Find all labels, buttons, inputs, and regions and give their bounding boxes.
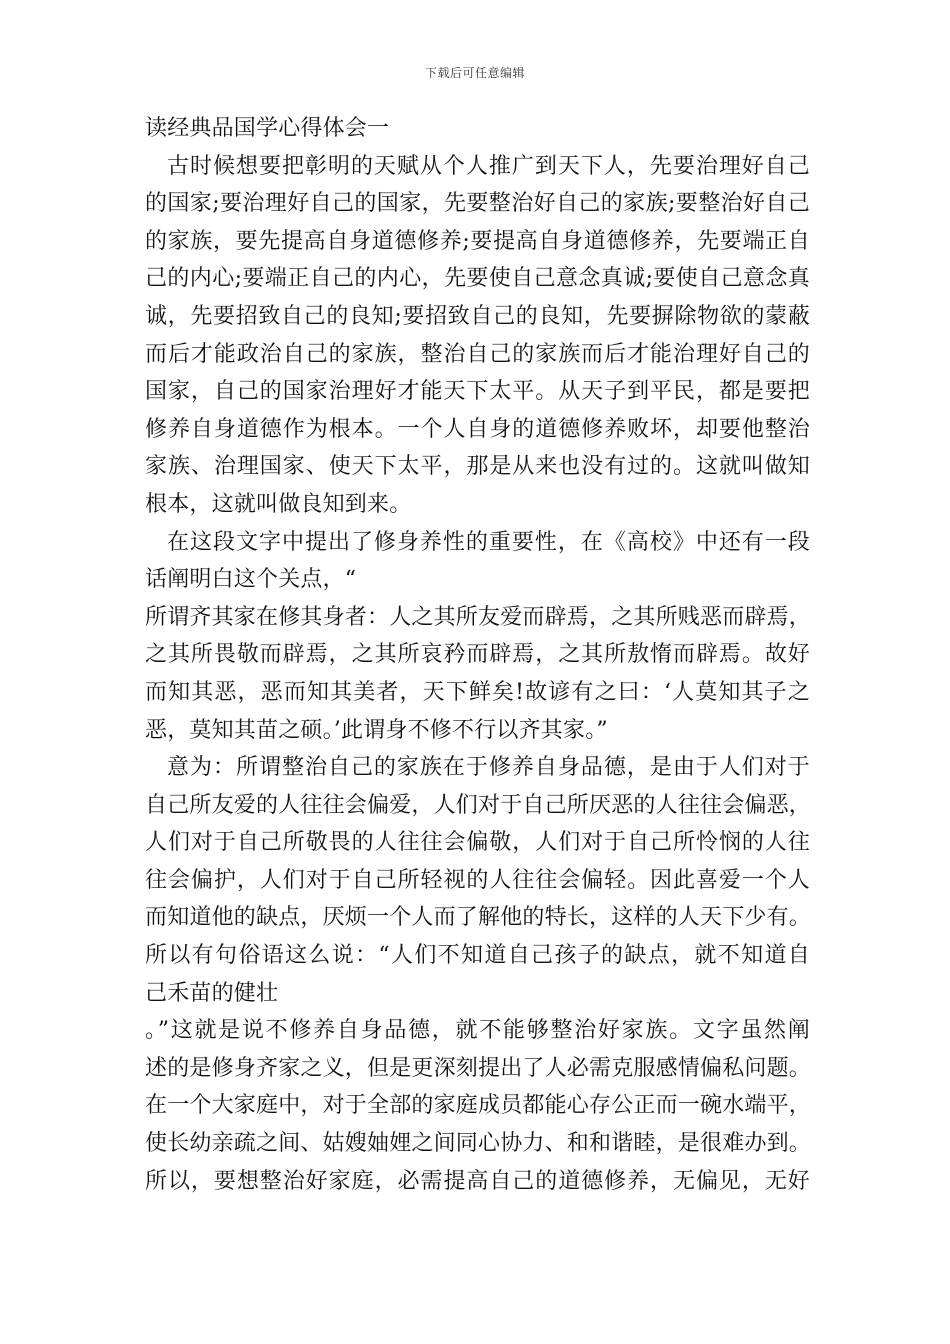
quote-line: 恶，莫知其苗之硕。’此谓身不修不行以齐其家。” <box>145 717 608 743</box>
paragraph-line: 使长幼亲疏之间、姑嫂妯娌之间同心协力、和和谐睦，是很难办到。 <box>145 1131 812 1157</box>
paragraph-line: 。”这就是说不修养自身品德，就不能够整治好家族。文字虽然阐 <box>145 1018 810 1044</box>
paragraph-line: 而知道他的缺点，厌烦一个人而了解他的特长，这样的人天下少有。 <box>145 905 812 931</box>
paragraph-line: 根本，这就叫做良知到来。 <box>145 491 412 517</box>
paragraph-line: 所以，要想整治好家庭，必需提高自己的道德修养，无偏见，无好 <box>145 1168 810 1194</box>
page-header: 下载后可任意编辑 <box>424 66 525 80</box>
paragraph-line: 自己所友爱的人往往会偏爱，人们对于自己所厌恶的人往往会偏恶， <box>145 792 812 818</box>
quote-line: 所谓齐其家在修其身者：人之其所友爱而辟焉，之其所贱恶而辟焉， <box>145 604 812 630</box>
paragraph-line: 国家，自己的国家治理好才能天下太平。从天子到平民，都是要把 <box>145 379 810 405</box>
paragraph-line: 所以有句俗语这么说：“人们不知道自己孩子的缺点，就不知道自 <box>145 943 810 969</box>
paragraph-line: 往会偏护，人们对于自己所轻视的人往往会偏轻。因此喜爱一个人 <box>145 867 810 893</box>
paragraph-line: 家族、治理国家、使天下太平，那是从来也没有过的。这就叫做知 <box>145 454 810 480</box>
paragraph-line: 古时候想要把彰明的天赋从个人推广到天下人，先要治理好自己 <box>167 153 810 179</box>
paragraph-line: 话阐明白这个关点，“ <box>145 567 357 593</box>
document-title: 读经典品国学心得体会一 <box>145 116 390 141</box>
paragraph-line: 人们对于自己所敬畏的人往往会偏敬，人们对于自己所怜悯的人往 <box>145 830 810 856</box>
paragraph-line: 意为：所谓整治自己的家族在于修养自身品德，是由于人们对于 <box>167 755 810 781</box>
paragraph-line: 在这段文字中提出了修身养性的重要性，在《高校》中还有一段 <box>167 529 810 555</box>
paragraph-line: 而后才能政治自己的家族，整治自己的家族而后才能治理好自己的 <box>145 341 810 367</box>
paragraph-line: 己的内心;要端正自己的内心，先要使自己意念真诚;要使自己意念真 <box>145 266 810 292</box>
quote-line: 而知其恶，恶而知其美者，天下鲜矣!故谚有之曰：‘人莫知其子之 <box>145 679 810 705</box>
paragraph-line: 述的是修身齐家之义，但是更深刻提出了人必需克服感情偏私问题。 <box>145 1055 812 1081</box>
paragraph-line: 在一个大家庭中，对于全部的家庭成员都能心存公正而一碗水端平， <box>145 1093 812 1119</box>
paragraph-line: 诚，先要招致自己的良知;要招致自己的良知，先要摒除物欲的蒙蔽 <box>145 303 810 329</box>
document-body <box>145 110 810 1200</box>
paragraph-line: 修养自身道德作为根本。一个人自身的道德修养败坏，却要他整治 <box>145 416 810 442</box>
paragraph-line: 的家族，要先提高自身道德修养;要提高自身道德修养，先要端正自 <box>145 228 810 254</box>
quote-line: 之其所畏敬而辟焉，之其所哀矜而辟焉，之其所敖惰而辟焉。故好 <box>145 642 810 668</box>
paragraph-line: 己禾苗的健壮 <box>145 980 279 1006</box>
paragraph-line: 的国家;要治理好自己的国家，先要整治好自己的家族;要整治好自己 <box>145 191 810 217</box>
